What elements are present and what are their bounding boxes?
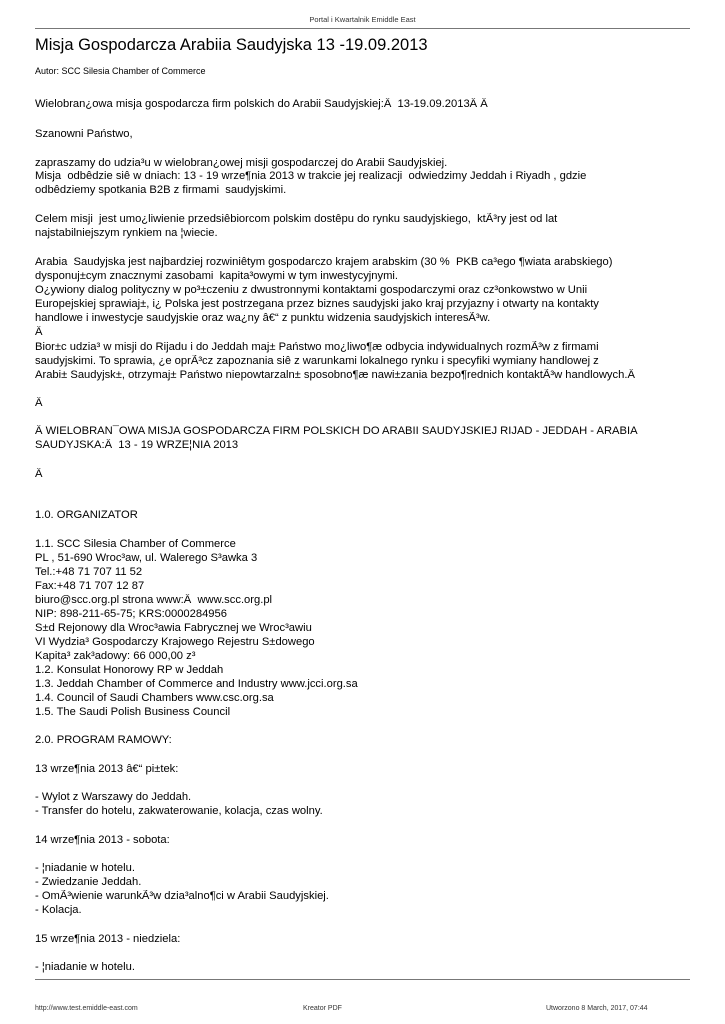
text-line: 1.4. Council of Saudi Chambers www.csc.org.sa <box>35 692 274 704</box>
text-line: PL , 51-690 Wroc³aw, ul. Walerego S³awka 3 <box>35 552 258 564</box>
text-line: Bior±c udzia³ w misji do Rijadu i do Jeddah maj± Państwo mo¿liwo¶æ odbycia indywidualnych rozmÃ³w z firmami <box>35 341 599 353</box>
text-line: SAUDYJSKA:Â 13 - 19 WRZE¦NIA 2013 <box>35 439 239 451</box>
text-line: Misja odbêdzie siê w dniach: 13 - 19 wrze¶nia 2013 w trakcie jej realizacji odwiedzimy Jeddah i Riyadh , gdzie <box>35 170 587 182</box>
section-heading: 1.0. ORGANIZATOR <box>35 509 138 521</box>
text-line: VI Wydzia³ Gospodarczy Krajowego Rejestru S±dowego <box>35 636 315 648</box>
list-item: - ¦niadanie w hotelu. <box>35 961 135 973</box>
section-heading: 2.0. PROGRAM RAMOWY: <box>35 734 172 746</box>
text-line: Europejskiej sprawiaj±, i¿ Polska jest postrzegana przez biznes saudyjski jako kraj przyjazny i otwarty na kontakty <box>35 298 599 310</box>
text-line: 1.1. SCC Silesia Chamber of Commerce <box>35 538 236 550</box>
article-title: Misja Gospodarcza Arabiia Saudyjska 13 -19.09.2013 <box>35 36 428 54</box>
text-line: handlowe i inwestycje saudyjskie oraz wa¿ny â€“ z punktu widzenia saudyjskich interesÃ³w. <box>35 312 491 324</box>
text-line: najstabilniejszym rynkiem na ¦wiecie. <box>35 227 218 239</box>
text-line: 13 wrze¶nia 2013 â€“ pi±tek: <box>35 763 179 775</box>
text-line: Tel.:+48 71 707 11 52 <box>35 566 143 578</box>
text-line: Â <box>35 468 43 480</box>
text-line: Â <box>35 397 43 409</box>
text-line: S±d Rejonowy dla Wroc³awia Fabrycznej we Wroc³awiu <box>35 622 312 634</box>
list-item: - Kolacja. <box>35 904 82 916</box>
text-line: Szanowni Państwo, <box>35 128 133 140</box>
text-line: biuro@scc.org.pl strona www:Â www.scc.org.pl <box>35 594 273 606</box>
text-line: 1.2. Konsulat Honorowy RP w Jeddah <box>35 664 224 676</box>
footer-divider <box>35 979 690 980</box>
footer-created-date: Utworzono 8 March, 2017, 07:44 <box>546 1005 648 1012</box>
text-line: zapraszamy do udzia³u w wielobran¿owej misji gospodarczej do Arabii Saudyjskiej. <box>35 157 448 169</box>
text-line: 1.3. Jeddah Chamber of Commerce and Industry www.jcci.org.sa <box>35 678 358 690</box>
article-author: Autor: SCC Silesia Chamber of Commerce <box>35 66 206 76</box>
text-line: saudyjskimi. To sprawia, ¿e oprÃ³cz zapoznania siê z warunkami lokalnego rynku i specyfiki wymiany handlowej z <box>35 355 599 367</box>
text-line: odbêdziemy spotkania B2B z firmami saudyjskimi. <box>35 184 287 196</box>
text-line: dysponuj±cym znacznymi zasobami kapita³owymi w tym inwestycyjnymi. <box>35 270 398 282</box>
text-line: Fax:+48 71 707 12 87 <box>35 580 145 592</box>
list-item: - Wylot z Warszawy do Jeddah. <box>35 791 192 803</box>
text-line: O¿ywiony dialog polityczny w po³±czeniu z dwustronnymi kontaktami gospodarczymi oraz cz³onkowstwo w Unii <box>35 284 588 296</box>
list-item: - Transfer do hotelu, zakwaterowanie, kolacja, czas wolny. <box>35 805 323 817</box>
text-line: Wielobran¿owa misja gospodarcza firm polskich do Arabii Saudyjskiej:Â 13-19.09.2013Â Â <box>35 98 488 110</box>
list-item: - Zwiedzanie Jeddah. <box>35 876 142 888</box>
text-line: Kapita³ zak³adowy: 66 000,00 z³ <box>35 650 196 662</box>
text-line: Arabi± Saudyjsk±, otrzymaj± Państwo niepowtarzaln± sposobno¶æ nawi±zania bezpo¶rednich kontaktÃ³w handlowych.Â <box>35 369 635 381</box>
footer-url: http://www.test.emiddle-east.com <box>35 1005 138 1012</box>
list-item: - ¦niadanie w hotelu. <box>35 862 135 874</box>
footer-generator: Kreator PDF <box>303 1005 342 1012</box>
list-item: - OmÃ³wienie warunkÃ³w dzia³alno¶ci w Arabii Saudyjskiej. <box>35 890 329 902</box>
text-line: Â <box>35 326 43 338</box>
header-divider <box>35 28 690 29</box>
text-line: 15 wrze¶nia 2013 - niedziela: <box>35 933 181 945</box>
text-line: Celem misji jest umo¿liwienie przedsiêbiorcom polskim dostêpu do rynku saudyjskiego, ktÃ³ry jest od lat <box>35 213 558 225</box>
text-line: 1.5. The Saudi Polish Business Council <box>35 706 231 718</box>
text-line: Arabia Saudyjska jest najbardziej rozwiniêtym gospodarczo krajem arabskim (30 % PKB ca³ego ¶wiata arabskiego) <box>35 256 613 268</box>
text-line: Â WIELOBRAN¯OWA MISJA GOSPODARCZA FIRM POLSKICH DO ARABII SAUDYJSKIEJ RIJAD - JEDDAH - ARABIA <box>35 425 638 437</box>
text-line: NIP: 898-211-65-75; KRS:0000284956 <box>35 608 227 620</box>
text-line: 14 wrze¶nia 2013 - sobota: <box>35 834 170 846</box>
site-header: Portal i Kwartalnik Emiddle East <box>309 15 416 24</box>
